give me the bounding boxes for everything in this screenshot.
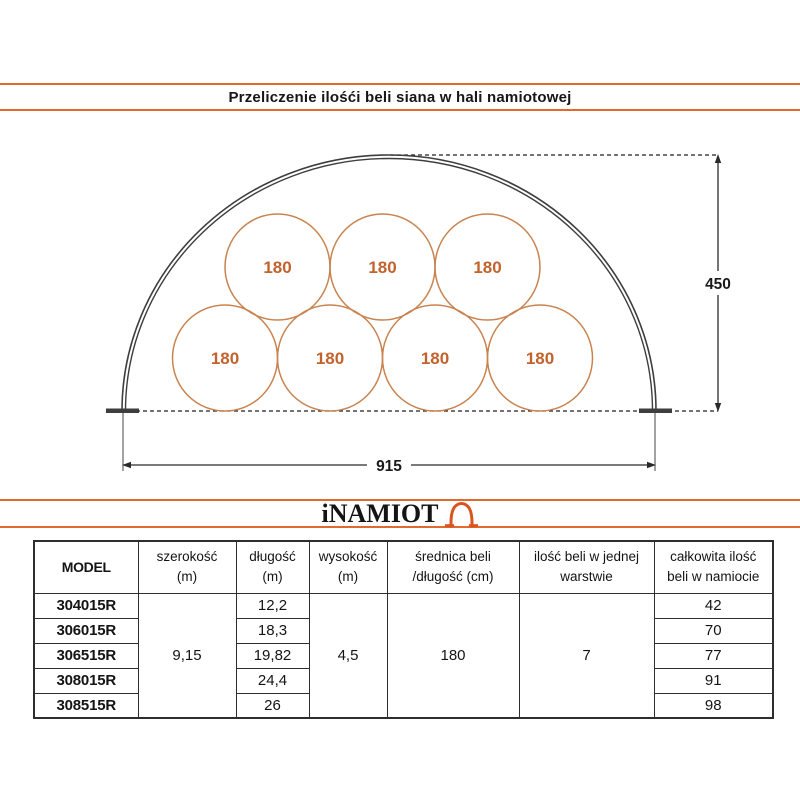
header-srednica-beli: średnica beli /długość (cm) [387,541,519,593]
logo-band [0,499,800,528]
bale-diameter-label: 180 [420,349,450,368]
header-model: MODEL [34,541,138,593]
cell-model: 308515R [34,693,138,718]
cell-calkowita: 77 [654,643,773,668]
cell-ilosc-warstwa-merged: 7 [519,593,654,718]
cell-calkowita: 91 [654,668,773,693]
cell-dlugosc: 26 [236,693,309,718]
cell-dlugosc: 24,4 [236,668,309,693]
cell-wysokosc-merged: 4,5 [309,593,387,718]
height-dimension [699,154,737,412]
cell-dlugosc: 18,3 [236,618,309,643]
header-szerokosc: szerokość (m) [138,541,236,593]
bale-diameter-label: 180 [368,258,397,277]
title-band [0,83,800,111]
cell-szerokosc-merged: 9,15 [138,593,236,718]
cell-calkowita: 42 [654,593,773,618]
page-title: Przeliczenie ilośći beli siana w hali namiotowej [228,88,572,106]
table-row [34,593,773,618]
left-foot-plate [106,409,139,414]
logo-text: iNAMIOT [321,499,439,528]
tent-arch-outline-inner [126,159,653,411]
header-wysokosc: wysokość (m) [309,541,387,593]
header-ilosc-beli-warstwa: ilość beli w jednej warstwie [519,541,654,593]
bale-diameter-label: 180 [210,349,240,368]
cell-dlugosc: 12,2 [236,593,309,618]
bale-diameter-label: 180 [263,258,292,277]
tent-arch-icon [444,501,479,528]
cell-calkowita: 98 [654,693,773,718]
width-dimension-label: 915 [376,458,402,475]
cell-model: 308015R [34,668,138,693]
cell-calkowita: 70 [654,618,773,643]
cell-model: 306015R [34,618,138,643]
header-dlugosc: długość (m) [236,541,309,593]
height-dimension-label: 450 [705,276,731,293]
bale-count-table [33,540,774,719]
bale-diameter-label: 180 [473,258,502,277]
table-header-row [34,541,773,593]
cell-model: 306515R [34,643,138,668]
header-calkowita-ilosc: całkowita ilość beli w namiocie [654,541,773,593]
tent-arch-outline-outer [122,155,656,411]
right-foot-plate [639,409,672,414]
width-dimension [122,413,656,477]
tent-cross-section-diagram [0,140,800,485]
bale-diameter-label: 180 [315,349,345,368]
cell-model: 304015R [34,593,138,618]
arrow-down-icon [715,403,721,412]
cell-dlugosc: 19,82 [236,643,309,668]
bale-diameter-label: 180 [525,349,555,368]
cell-srednica-merged: 180 [387,593,519,718]
